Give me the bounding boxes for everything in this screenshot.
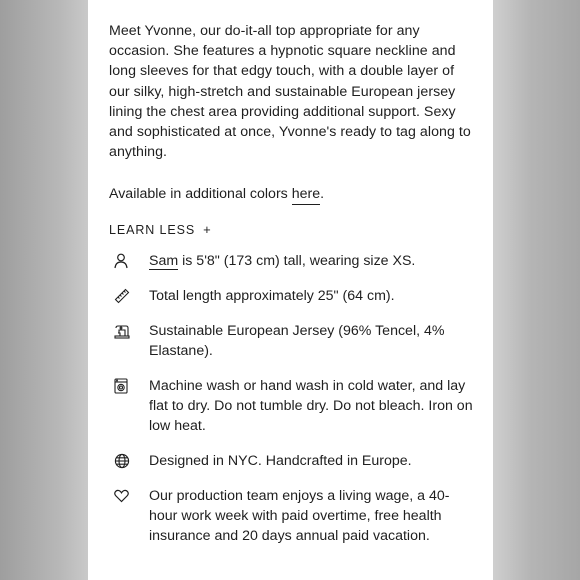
fact-text: Designed in NYC. Handcrafted in Europe. <box>149 453 412 470</box>
availability-line <box>109 184 473 204</box>
fact-text: Total length approximately 25" (64 cm). <box>149 288 395 305</box>
fact-text-body: is 5'8" (173 cm) tall, wearing size XS. <box>178 253 416 270</box>
list-item <box>109 286 473 306</box>
fact-text: Sustainable European Jersey (96% Tencel, 4% Elastane). <box>149 323 445 360</box>
product-details-panel <box>88 0 493 580</box>
globe-icon <box>109 451 149 471</box>
product-facts-list <box>109 251 473 546</box>
fact-text: Our production team enjoys a living wage, a 40-hour work week with paid overtime, free health insurance and 20 days annual paid vacation. <box>149 488 450 545</box>
list-item <box>109 251 473 271</box>
sewing-machine-icon <box>109 321 149 341</box>
ruler-icon <box>109 286 149 306</box>
fact-text: Machine wash or hand wash in cold water, and lay flat to dry. Do not tumble dry. Do not bleach. Iron on low heat. <box>149 378 473 435</box>
washing-machine-icon <box>109 376 149 396</box>
person-icon <box>109 251 149 271</box>
list-item <box>109 451 473 471</box>
list-item <box>109 376 473 436</box>
availability-suffix: . <box>320 186 325 203</box>
heart-icon <box>109 486 149 506</box>
learn-less-label: LEARN LESS <box>109 222 196 237</box>
fact-text <box>149 251 473 271</box>
list-item <box>109 486 473 546</box>
list-item <box>109 321 473 361</box>
additional-colors-link[interactable]: here <box>292 186 320 205</box>
learn-less-toggle[interactable] <box>109 222 473 237</box>
availability-prefix: Available in additional colors <box>109 186 292 203</box>
plus-icon: + <box>203 222 212 238</box>
model-name-link[interactable]: Sam <box>149 253 179 270</box>
product-description: Meet Yvonne, our do-it-all top appropriate for any occasion. She features a hypnotic square neckline and long sleeves for that edgy touch, with a double layer of our silky, high-stretch and sustainable European jersey lining the chest area providing additional support. Sexy and sophisticated at once, Yvonne's ready to tag along to anything. <box>109 23 471 161</box>
